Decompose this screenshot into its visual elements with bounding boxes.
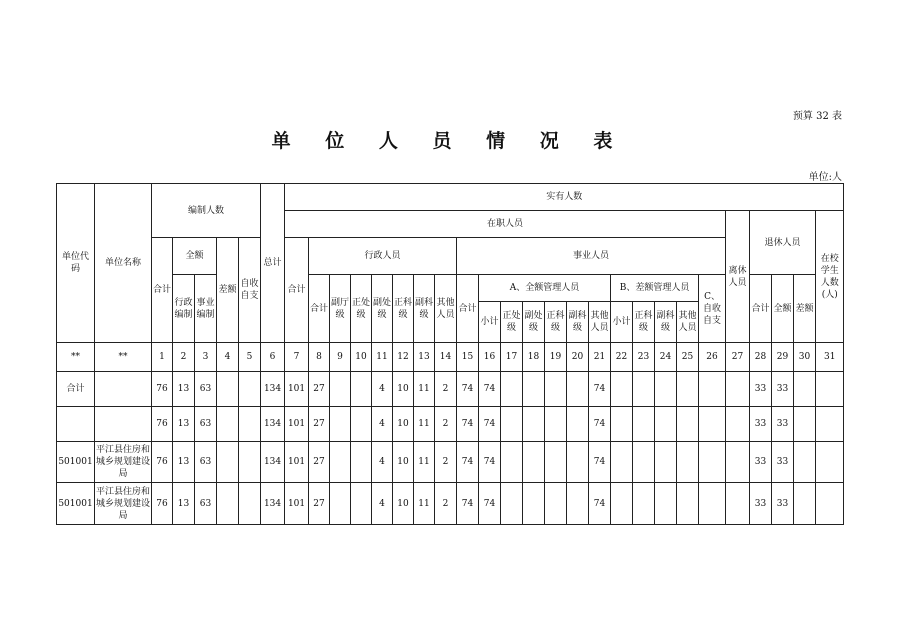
table-cell: 2 <box>435 372 457 407</box>
table-cell: 74 <box>479 407 501 442</box>
table-cell: 4 <box>372 372 393 407</box>
table-cell <box>217 483 239 525</box>
table-cell <box>57 407 95 442</box>
col-a-division: 正处级 <box>501 302 523 343</box>
table-cell <box>677 442 699 483</box>
table-cell: 2 <box>435 442 457 483</box>
table-cell: 27 <box>309 407 330 442</box>
table-cell <box>239 407 261 442</box>
table-cell <box>611 407 633 442</box>
col-b-other: 其他人员 <box>677 302 699 343</box>
table-cell: 13 <box>173 372 195 407</box>
table-cell <box>217 407 239 442</box>
table-cell <box>816 483 844 525</box>
col-a-section: 正科级 <box>545 302 567 343</box>
table-cell <box>677 483 699 525</box>
table-row <box>57 407 844 442</box>
table-cell <box>655 407 677 442</box>
unit-name-cell: 平江县住房和城乡规划建设局 <box>95 442 152 483</box>
table-cell <box>633 442 655 483</box>
table-cell: 2 <box>435 407 457 442</box>
index-cell: 10 <box>351 343 372 372</box>
table-cell <box>351 483 372 525</box>
index-cell: 27 <box>726 343 750 372</box>
table-cell <box>330 442 351 483</box>
index-cell: 23 <box>633 343 655 372</box>
table-cell <box>351 442 372 483</box>
table-cell: 4 <box>372 407 393 442</box>
col-b-diff: B、差额管理人员 <box>611 275 699 302</box>
index-cell: 4 <box>217 343 239 372</box>
staff-table <box>56 183 844 525</box>
index-cell: 1 <box>152 343 173 372</box>
col-a-full: A、全额管理人员 <box>479 275 611 302</box>
table-cell <box>794 407 816 442</box>
col-c-self: C、自收自支 <box>699 275 726 343</box>
col-b-section: 正科级 <box>633 302 655 343</box>
table-cell: 63 <box>195 372 217 407</box>
table-cell <box>239 442 261 483</box>
table-cell <box>567 407 589 442</box>
index-cell: 18 <box>523 343 545 372</box>
col-admin-est: 行政编制 <box>173 275 195 343</box>
table-cell: 74 <box>589 483 611 525</box>
table-cell: 11 <box>414 407 435 442</box>
col-ret-total: 合计 <box>750 275 772 343</box>
index-cell: 31 <box>816 343 844 372</box>
col-section: 正科级 <box>393 275 414 343</box>
table-cell <box>794 483 816 525</box>
table-cell <box>501 407 523 442</box>
table-cell <box>655 483 677 525</box>
table-cell <box>677 407 699 442</box>
col-a-subtotal: 小计 <box>479 302 501 343</box>
table-cell <box>633 372 655 407</box>
index-cell: 30 <box>794 343 816 372</box>
unit-label: 单位:人 <box>808 172 842 183</box>
col-on-duty: 在职人员 <box>285 211 726 238</box>
table-cell: 10 <box>393 372 414 407</box>
index-cell: 11 <box>372 343 393 372</box>
index-cell: 6 <box>261 343 285 372</box>
col-career-est: 事业编制 <box>195 275 217 343</box>
col-admin-other: 其他人员 <box>435 275 457 343</box>
table-cell: 11 <box>414 442 435 483</box>
col-a-vice-division: 副处级 <box>523 302 545 343</box>
table-cell: 134 <box>261 442 285 483</box>
table-cell <box>351 407 372 442</box>
table-cell <box>523 372 545 407</box>
table-cell <box>611 442 633 483</box>
table-cell: 134 <box>261 483 285 525</box>
table-cell: 74 <box>457 442 479 483</box>
col-retired-off: 离休人员 <box>726 211 750 343</box>
col-a-vice-section: 副科级 <box>567 302 589 343</box>
table-cell <box>816 442 844 483</box>
index-cell: 19 <box>545 343 567 372</box>
table-cell: 101 <box>285 483 309 525</box>
table-cell <box>330 407 351 442</box>
table-cell: 76 <box>152 442 173 483</box>
unit-name-cell: 平江县住房和城乡规划建设局 <box>95 483 152 525</box>
table-cell <box>501 483 523 525</box>
table-cell <box>655 372 677 407</box>
col-career-total: 合计 <box>457 275 479 343</box>
index-cell: 28 <box>750 343 772 372</box>
index-cell: 16 <box>479 343 501 372</box>
table-cell: 101 <box>285 407 309 442</box>
table-cell: 74 <box>589 442 611 483</box>
table-cell: 76 <box>152 372 173 407</box>
col-est-total: 合计 <box>152 238 173 343</box>
table-cell: 11 <box>414 372 435 407</box>
index-cell: 17 <box>501 343 523 372</box>
table-cell <box>633 483 655 525</box>
table-cell <box>501 372 523 407</box>
col-ret-full: 全额 <box>772 275 794 343</box>
index-cell: 7 <box>285 343 309 372</box>
table-cell: 4 <box>372 442 393 483</box>
table-cell: 27 <box>309 483 330 525</box>
table-cell: 134 <box>261 407 285 442</box>
table-row <box>57 442 844 483</box>
table-cell <box>95 407 152 442</box>
table-cell: 101 <box>285 442 309 483</box>
header-row-1 <box>57 184 844 211</box>
table-cell <box>816 407 844 442</box>
table-cell: 10 <box>393 483 414 525</box>
table-cell: 134 <box>261 372 285 407</box>
table-cell: 74 <box>457 407 479 442</box>
table-cell <box>567 483 589 525</box>
index-cell: 8 <box>309 343 330 372</box>
table-cell: 33 <box>750 442 772 483</box>
index-cell: 2 <box>173 343 195 372</box>
form-number: 预算 32 表 <box>792 111 842 122</box>
table-cell <box>545 407 567 442</box>
table-cell <box>726 483 750 525</box>
table-cell <box>611 372 633 407</box>
col-self-support: 自收自支 <box>239 238 261 343</box>
index-row <box>57 343 844 372</box>
table-cell: 33 <box>750 483 772 525</box>
table-cell: 76 <box>152 483 173 525</box>
index-cell: 14 <box>435 343 457 372</box>
table-cell: 13 <box>173 483 195 525</box>
table-cell <box>330 372 351 407</box>
table-cell: 74 <box>479 372 501 407</box>
table-cell: 27 <box>309 442 330 483</box>
table-cell: 501001 <box>57 442 95 483</box>
table-cell <box>794 442 816 483</box>
table-cell <box>351 372 372 407</box>
index-cell: 9 <box>330 343 351 372</box>
table-cell <box>655 442 677 483</box>
table-cell: 63 <box>195 407 217 442</box>
col-division: 正处级 <box>351 275 372 343</box>
table-cell <box>545 483 567 525</box>
table-cell: 101 <box>285 372 309 407</box>
table-cell: 10 <box>393 442 414 483</box>
table-cell: 10 <box>393 407 414 442</box>
table-cell: 74 <box>589 407 611 442</box>
table-cell: 74 <box>479 483 501 525</box>
table-cell <box>677 372 699 407</box>
col-grand-total: 总计 <box>261 184 285 343</box>
col-actual: 实有人数 <box>285 184 844 211</box>
index-cell: 21 <box>589 343 611 372</box>
index-cell: 24 <box>655 343 677 372</box>
table-cell <box>95 372 152 407</box>
table-cell: 63 <box>195 483 217 525</box>
index-cell: 12 <box>393 343 414 372</box>
table-cell: 74 <box>457 483 479 525</box>
index-cell: 26 <box>699 343 726 372</box>
table-row <box>57 483 844 525</box>
index-cell: ** <box>95 343 152 372</box>
table-cell: 11 <box>414 483 435 525</box>
table-cell: 33 <box>772 442 794 483</box>
table-cell <box>699 372 726 407</box>
table-cell <box>217 442 239 483</box>
col-b-subtotal: 小计 <box>611 302 633 343</box>
col-admin-staff: 行政人员 <box>309 238 457 275</box>
table-row <box>57 372 844 407</box>
col-on-duty-total: 合计 <box>285 238 309 343</box>
table-cell: 33 <box>772 483 794 525</box>
table-cell <box>726 372 750 407</box>
table-cell: 501001 <box>57 483 95 525</box>
table-cell: 74 <box>479 442 501 483</box>
index-cell: 25 <box>677 343 699 372</box>
table-cell <box>217 372 239 407</box>
index-cell: ** <box>57 343 95 372</box>
index-cell: 20 <box>567 343 589 372</box>
col-vice-bureau: 副厅级 <box>330 275 351 343</box>
col-b-vice-section: 副科级 <box>655 302 677 343</box>
index-cell: 22 <box>611 343 633 372</box>
table-cell <box>523 483 545 525</box>
index-cell: 29 <box>772 343 794 372</box>
index-cell: 15 <box>457 343 479 372</box>
table-cell <box>816 372 844 407</box>
table-cell: 4 <box>372 483 393 525</box>
col-students: 在校学生人数(人) <box>816 211 844 343</box>
col-vice-section: 副科级 <box>414 275 435 343</box>
table-cell <box>545 372 567 407</box>
col-full-amount: 全额 <box>173 238 217 275</box>
table-cell <box>699 442 726 483</box>
col-ret-diff: 差额 <box>794 275 816 343</box>
table-cell <box>523 442 545 483</box>
table-cell <box>699 407 726 442</box>
table-cell: 33 <box>750 372 772 407</box>
table-cell: 33 <box>772 372 794 407</box>
table-cell <box>633 407 655 442</box>
col-career-staff: 事业人员 <box>457 238 726 275</box>
table-cell: 2 <box>435 483 457 525</box>
table-cell <box>726 407 750 442</box>
table-cell <box>523 407 545 442</box>
table-cell: 33 <box>772 407 794 442</box>
table-cell: 74 <box>589 372 611 407</box>
table-cell: 33 <box>750 407 772 442</box>
table-cell <box>330 483 351 525</box>
table-cell <box>726 442 750 483</box>
table-cell: 63 <box>195 442 217 483</box>
index-cell: 3 <box>195 343 217 372</box>
table-cell: 合计 <box>57 372 95 407</box>
page-title: 单 位 人 员 情 况 表 <box>271 130 627 152</box>
col-name: 单位名称 <box>95 184 152 343</box>
col-vice-division: 副处级 <box>372 275 393 343</box>
table-cell <box>239 372 261 407</box>
col-establish: 编制人数 <box>152 184 261 238</box>
table-cell: 13 <box>173 442 195 483</box>
table-cell: 74 <box>457 372 479 407</box>
table-cell <box>611 483 633 525</box>
table-cell: 27 <box>309 372 330 407</box>
col-diff-amount: 差额 <box>217 238 239 343</box>
index-cell: 5 <box>239 343 261 372</box>
table-cell <box>567 442 589 483</box>
table-cell <box>699 483 726 525</box>
col-code: 单位代码 <box>57 184 95 343</box>
index-cell: 13 <box>414 343 435 372</box>
table-cell <box>567 372 589 407</box>
table-cell: 76 <box>152 407 173 442</box>
col-admin-total: 合计 <box>309 275 330 343</box>
col-a-other: 其他人员 <box>589 302 611 343</box>
col-retired: 退休人员 <box>750 211 816 275</box>
table-cell: 13 <box>173 407 195 442</box>
table-cell <box>545 442 567 483</box>
table-cell <box>501 442 523 483</box>
table-cell <box>239 483 261 525</box>
table-cell <box>794 372 816 407</box>
